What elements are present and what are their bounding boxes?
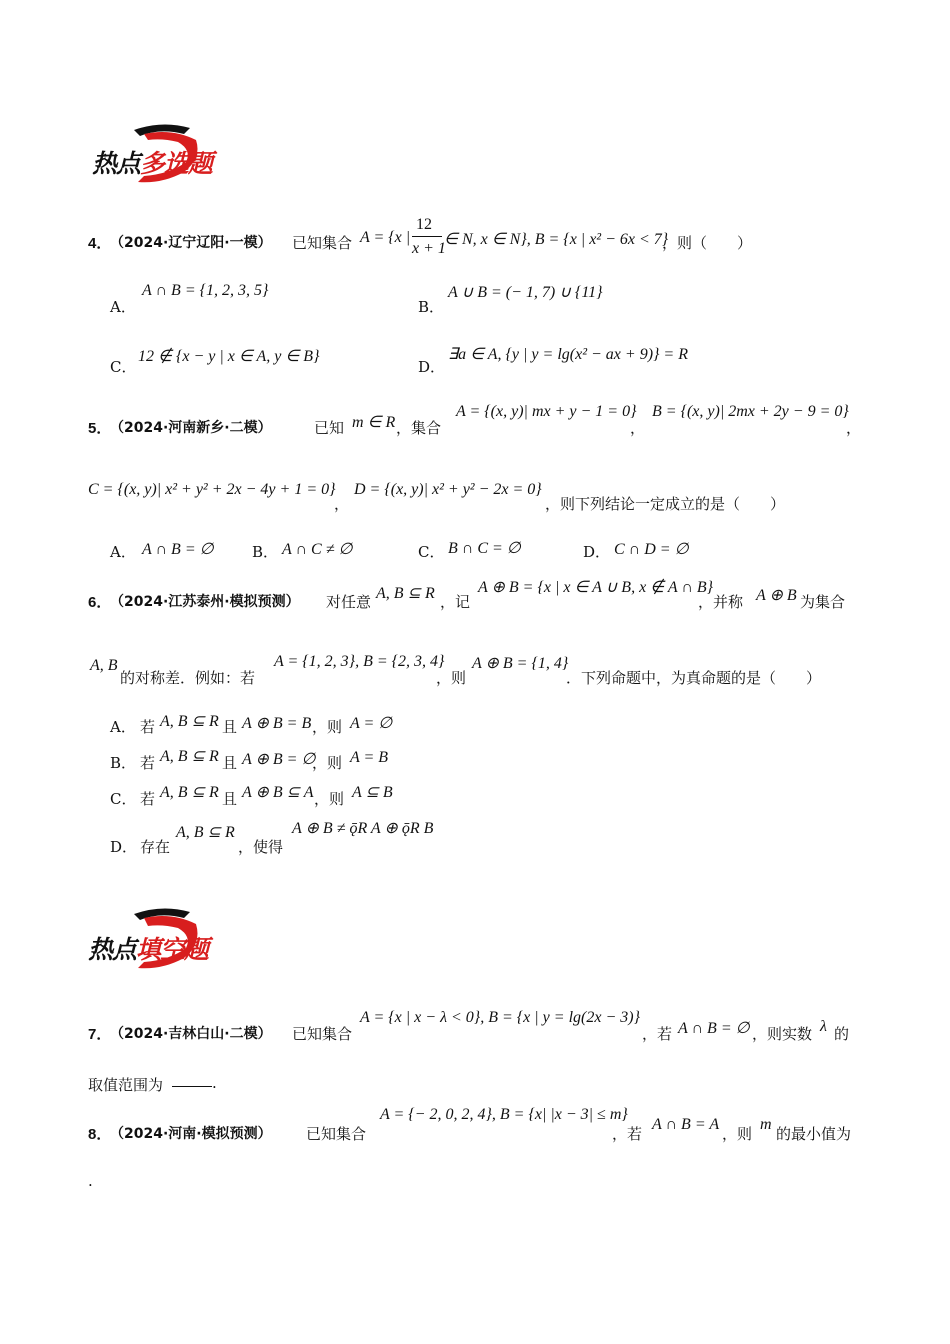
- fraction-bar: [412, 236, 442, 237]
- option-label: D．: [418, 358, 446, 376]
- question-number: 7．: [88, 1026, 112, 1043]
- option-label: D．: [583, 543, 611, 561]
- option-c[interactable]: B ∩ C = ∅: [448, 540, 521, 557]
- math-expression: A, B ⊆ R: [376, 585, 435, 602]
- option-d[interactable]: C ∩ D = ∅: [614, 541, 689, 558]
- math-expression: λ: [820, 1018, 827, 1035]
- option-label: C．: [418, 543, 445, 561]
- option-d[interactable]: ∃a ∈ A, {y | y = lg(x² − ax + 9)} = R: [448, 346, 688, 363]
- option-a[interactable]: A ∩ B = ∅: [142, 541, 214, 558]
- question-stem: ，则实数: [752, 1025, 813, 1043]
- option-label: D．: [110, 838, 138, 856]
- question-number: 5．: [88, 420, 112, 437]
- question-number: 4．: [88, 235, 112, 252]
- set-d: D = {(x, y)| x² + y² − 2x = 0}: [354, 481, 542, 498]
- question-stem: 已知集合: [292, 234, 353, 252]
- option-text: 若: [140, 790, 156, 808]
- option-math: A ⊕ B = B: [242, 715, 312, 732]
- option-text: 若: [140, 754, 156, 772]
- banner-title-red: 填空题: [136, 935, 209, 964]
- option-text: 若: [140, 718, 156, 736]
- option-text: 且: [222, 754, 238, 772]
- question-stem: ，则: [722, 1125, 753, 1143]
- question-stem: 对任意: [326, 593, 372, 611]
- question-stem: ，并称: [698, 593, 744, 611]
- math-expression: A ∩ B = ∅: [678, 1020, 750, 1037]
- section-banner-fill-in: [88, 904, 238, 976]
- question-source: （2024·河南新乡·二模）: [110, 420, 272, 436]
- question-stem: 的最小值为: [776, 1125, 852, 1143]
- option-c[interactable]: 12 ∉ {x − y | x ∈ A, y ∈ B}: [138, 348, 320, 365]
- question-stem: 已知: [314, 419, 345, 437]
- question-stem: ，记: [440, 593, 471, 611]
- option-math: A ⊕ B ⊆ A: [242, 784, 314, 801]
- option-text: ，则: [312, 718, 343, 736]
- option-label: B．: [418, 298, 445, 316]
- fraction-numerator: 12: [416, 216, 432, 233]
- example: A = {1, 2, 3}, B = {2, 3, 4}: [274, 653, 445, 670]
- set-c: C = {(x, y)| x² + y² + 2x − 4y + 1 = 0}: [88, 481, 336, 498]
- option-label: A．: [110, 543, 136, 561]
- question-source: （2024·江苏泰州·模拟预测）: [110, 594, 300, 610]
- question-stem: ．下列命题中，为真命题的是（ ）: [566, 669, 822, 687]
- question-stem: ，则（ ）: [662, 234, 753, 252]
- math-expression: A = {x | x − λ < 0}, B = {x | y = lg(2x − 3)}: [360, 1009, 640, 1026]
- option-math: A = B: [350, 749, 389, 766]
- option-math: A, B ⊆ R: [160, 748, 219, 765]
- option-label: C．: [110, 790, 137, 808]
- question-stem: 的对称差．例如：若: [120, 669, 256, 687]
- banner-title-black: 热点: [92, 149, 141, 178]
- question-stem: 已知集合: [292, 1025, 353, 1043]
- question-stem: ，则下列结论一定成立的是（ ）: [545, 495, 786, 513]
- banner-title-red: 多选题: [140, 149, 213, 178]
- question-stem: 为集合: [800, 593, 846, 611]
- question-stem: ，集合: [396, 419, 442, 437]
- question-stem: ，若: [642, 1025, 673, 1043]
- punctuation: .: [212, 1074, 217, 1092]
- section-banner-multiple-choice: [92, 118, 242, 190]
- math-expression: A ⊕ B: [756, 587, 797, 604]
- answer-blank[interactable]: [172, 1074, 212, 1087]
- math-expression: A ∩ B = A: [652, 1116, 720, 1133]
- option-text: 存在: [140, 838, 171, 856]
- option-math: A, B ⊆ R: [160, 784, 219, 801]
- question-number: 6．: [88, 594, 112, 611]
- question-stem: 取值范围为: [88, 1076, 164, 1094]
- math-expression: A = {− 2, 0, 2, 4}, B = {x| |x − 3| ≤ m}: [380, 1106, 628, 1123]
- option-label: A．: [110, 298, 136, 316]
- option-text: ，使得: [238, 838, 284, 856]
- banner-title: [92, 144, 212, 180]
- option-label: C．: [110, 358, 137, 376]
- question-source: （2024·吉林白山·二模）: [110, 1026, 272, 1042]
- option-math: A, B ⊆ R: [160, 713, 219, 730]
- option-label: B．: [110, 754, 137, 772]
- option-a[interactable]: A ∩ B = {1, 2, 3, 5}: [142, 282, 269, 299]
- option-label: A．: [110, 718, 136, 736]
- option-b[interactable]: A ∪ B = (− 1, 7) ∪ {11}: [448, 284, 603, 301]
- option-text: ，则: [314, 790, 345, 808]
- option-math: A ⊆ B: [352, 784, 393, 801]
- definition: A ⊕ B = {x | x ∈ A ∪ B, x ∉ A ∩ B}: [478, 579, 714, 596]
- answer-blank[interactable]: .: [88, 1172, 93, 1190]
- math-expression: m ∈ R: [352, 414, 396, 431]
- punctuation: ，: [846, 419, 862, 437]
- set-a: A = {(x, y)| mx + y − 1 = 0}: [456, 403, 637, 420]
- math-expression: m: [760, 1116, 772, 1133]
- option-math: A ⊕ B = ∅: [242, 751, 316, 768]
- example-result: A ⊕ B = {1, 4}: [472, 655, 569, 672]
- option-text: 且: [222, 790, 238, 808]
- math-expression: A, B: [90, 657, 118, 674]
- fraction-denominator: x + 1: [412, 240, 446, 257]
- option-math: A ⊕ B ≠ ǭR A ⊕ ǭR B: [292, 820, 434, 837]
- question-source: （2024·辽宁辽阳·一模）: [110, 235, 272, 251]
- question-stem: 的: [834, 1025, 850, 1043]
- option-math: A = ∅: [350, 715, 393, 732]
- banner-title: [88, 930, 208, 966]
- set-b: B = {(x, y)| 2mx + 2y − 9 = 0}: [652, 403, 849, 420]
- banner-title-black: 热点: [88, 935, 137, 964]
- option-text: 且: [222, 718, 238, 736]
- option-b[interactable]: A ∩ C ≠ ∅: [282, 541, 353, 558]
- math-expression: ∈ N, x ∈ N}, B = {x | x² − 6x < 7}: [444, 231, 669, 248]
- punctuation: ，: [334, 495, 350, 513]
- option-label: B．: [252, 543, 279, 561]
- question-number: 8．: [88, 1126, 112, 1143]
- question-stem: ，则: [436, 669, 467, 687]
- punctuation: ，: [630, 419, 646, 437]
- option-text: ，则: [312, 754, 343, 772]
- question-stem: ，若: [612, 1125, 643, 1143]
- question-source: （2024·河南·模拟预测）: [110, 1126, 272, 1142]
- math-expression: A = {x |: [360, 229, 411, 246]
- option-math: A, B ⊆ R: [176, 824, 235, 841]
- question-stem: 已知集合: [306, 1125, 367, 1143]
